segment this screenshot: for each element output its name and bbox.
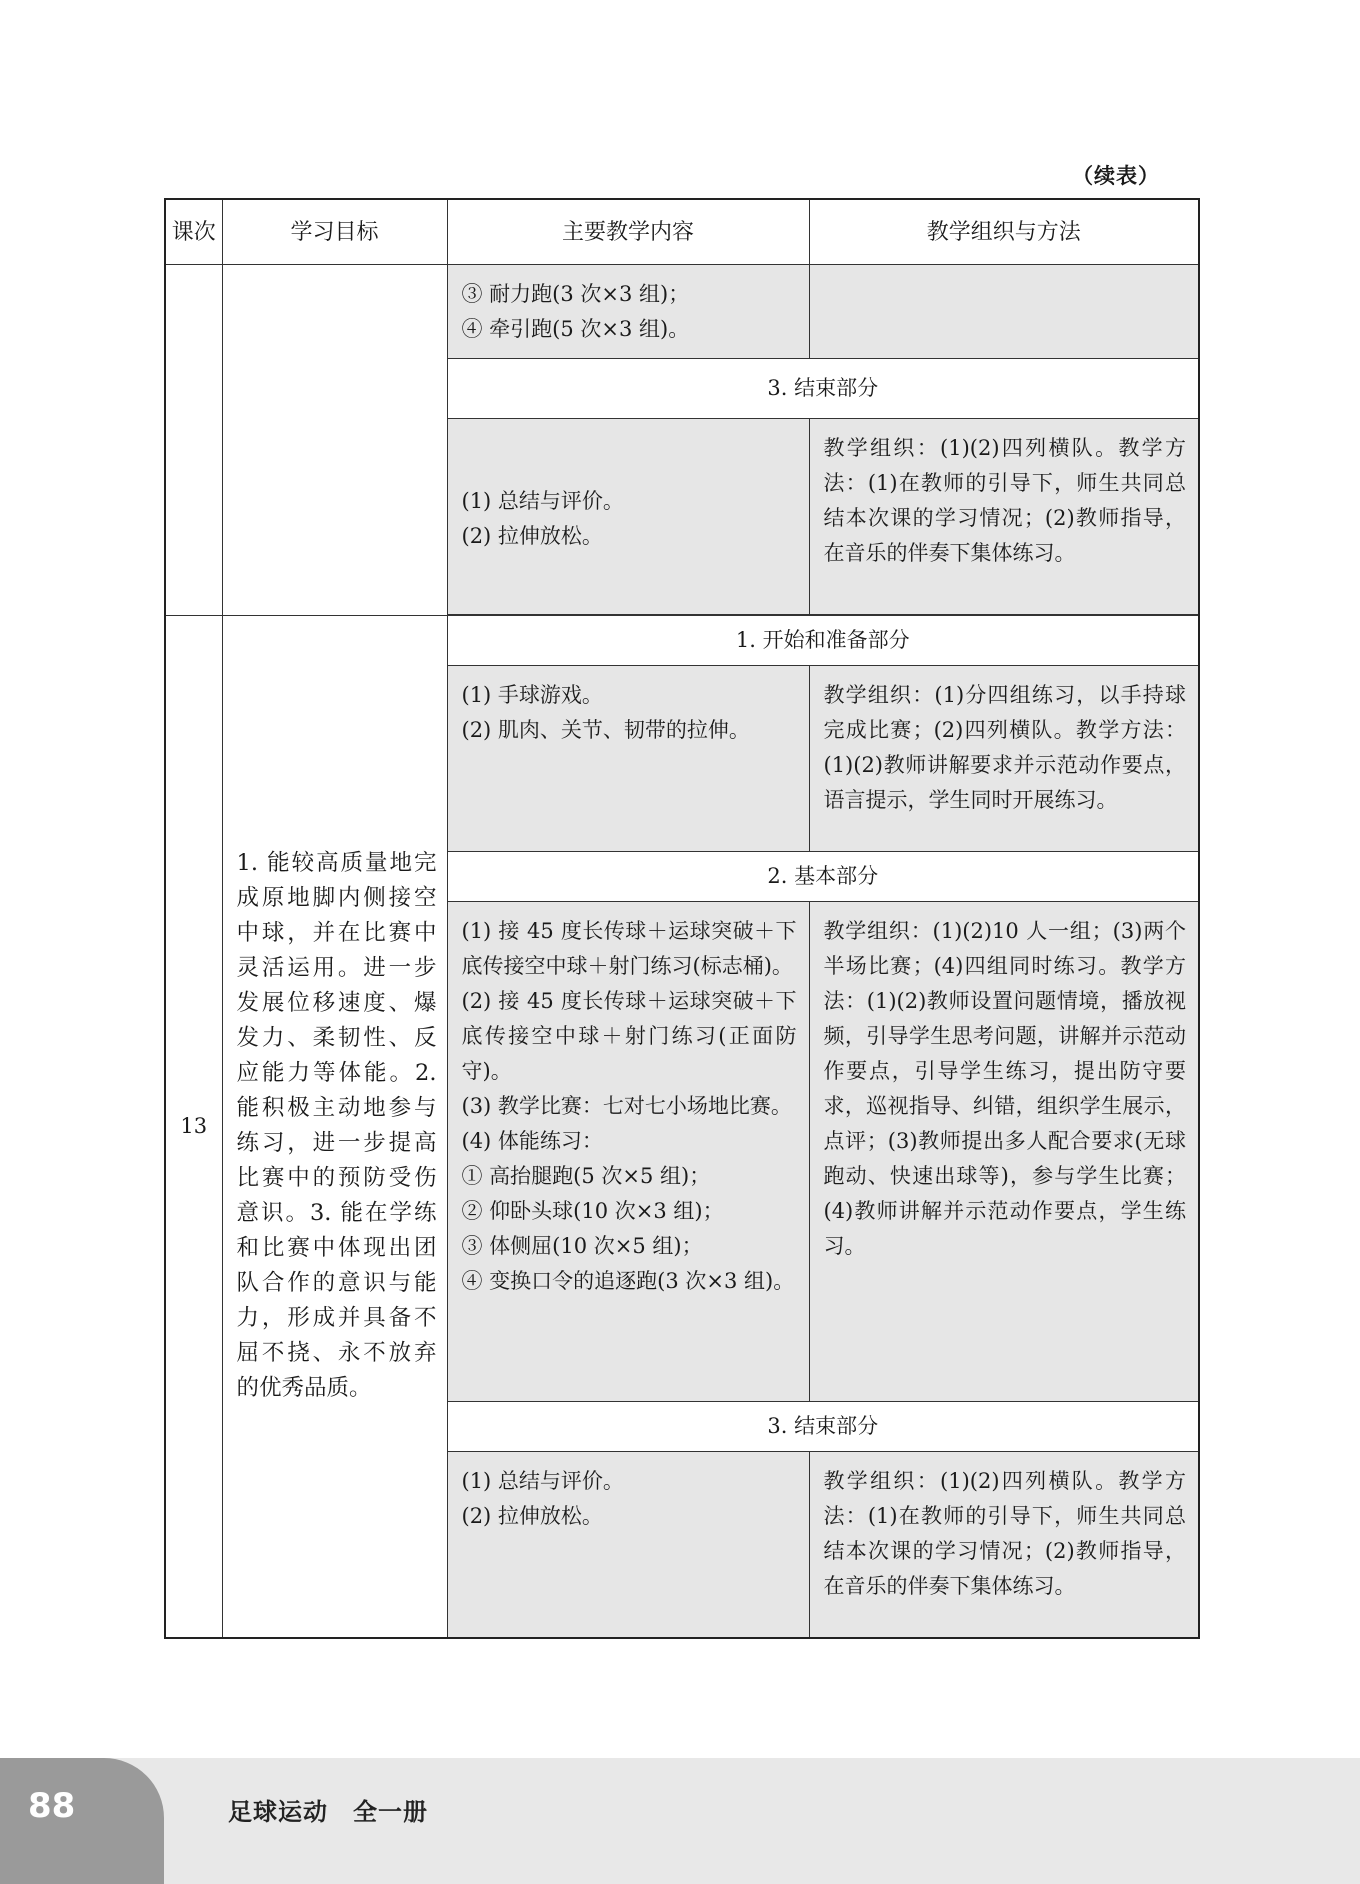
goals-prev xyxy=(222,265,447,616)
content-line: (3) 教学比赛：七对七小场地比赛。 xyxy=(461,1094,792,1118)
content-line: (1) 接 45 度长传球＋运球突破＋下底传接空中球＋射门练习(标志桶)。 xyxy=(461,919,797,978)
lesson-plan-table xyxy=(164,198,1200,1639)
content-line: (2) 肌肉、关节、韧带的拉伸。 xyxy=(461,718,750,742)
content-line: ③ 体侧屈(10 次×5 组)； xyxy=(461,1234,703,1258)
method-end-13: 教学组织：(1)(2)四列横队。教学方法：(1)在教师的引导下，师生共同总结本次课的学习情况；(2)教师指导，在音乐的伴奏下集体练习。 xyxy=(809,1452,1199,1638)
content-line: ④ 变换口令的追逐跑(3 次×3 组)。 xyxy=(461,1269,795,1293)
table-row xyxy=(165,616,1199,666)
content-end-prev xyxy=(447,419,809,615)
content-line: (1) 总结与评价。 xyxy=(461,1469,624,1493)
content-line: (1) 手球游戏。 xyxy=(461,683,603,707)
header-organization-method: 教学组织与方法 xyxy=(809,199,1199,265)
table-header-row xyxy=(165,199,1199,265)
content-warmup xyxy=(447,666,809,852)
content-end-13 xyxy=(447,1452,809,1638)
content-line: ④ 牵引跑(5 次×3 组)。 xyxy=(461,317,690,341)
content-line: ③ 耐力跑(3 次×3 组)； xyxy=(461,282,690,306)
method-basic: 教学组织：(1)(2)10 人一组；(3)两个半场比赛；(4)四组同时练习。教学方法：(1)(2)教师设置问题情境，播放视频，引导学生思考问题，讲解并示范动作要点，引导学生练习，提出防守要求，巡视指导、纠错，组织学生展示，点评；(3)教师提出多人配合要求(无球跑动、快速出球等)，参与学生比赛；(4)教师讲解并示范动作要点，学生练习。 xyxy=(809,902,1199,1402)
content-line: (2) 拉伸放松。 xyxy=(461,1504,603,1528)
header-lesson-no: 课次 xyxy=(165,199,222,265)
content-basic xyxy=(447,902,809,1402)
content-line: (2) 拉伸放松。 xyxy=(461,523,603,548)
content-line: ② 仰卧头球(10 次×3 组)； xyxy=(461,1199,724,1223)
section-title-end-13: 3. 结束部分 xyxy=(447,1402,1199,1452)
section-title-warmup: 1. 开始和准备部分 xyxy=(447,616,1199,666)
footer-bar xyxy=(0,1758,1360,1884)
header-main-content: 主要教学内容 xyxy=(447,199,809,265)
content-tail-prev xyxy=(447,265,809,359)
lesson-number-13: 13 xyxy=(165,616,222,1638)
lesson-number-prev xyxy=(165,265,222,616)
content-line: (4) 体能练习： xyxy=(461,1129,603,1153)
header-learning-goals: 学习目标 xyxy=(222,199,447,265)
content-line: (1) 总结与评价。 xyxy=(461,488,624,513)
method-end-prev: 教学组织：(1)(2)四列横队。教学方法：(1)在教师的引导下，师生共同总结本次课的学习情况；(2)教师指导，在音乐的伴奏下集体练习。 xyxy=(809,419,1199,615)
learning-goals-13: 1. 能较高质量地完成原地脚内侧接空中球，并在比赛中灵活运用。进一步发展位移速度、爆发力、柔韧性、反应能力等体能。2. 能积极主动地参与练习，进一步提高比赛中的预防受伤意识。3. 能在学练和比赛中体现出团队合作的意识与能力，形成并具备不屈不挠、永不放弃的优秀品质。 xyxy=(222,616,447,1638)
method-empty-prev xyxy=(809,265,1199,359)
page-number: 88 xyxy=(28,1786,76,1826)
book-title: 足球运动 全一册 xyxy=(228,1798,428,1826)
continued-label: （续表） xyxy=(1072,164,1160,188)
section-title-end-prev: 3. 结束部分 xyxy=(447,359,1199,419)
table-row xyxy=(165,265,1199,359)
method-warmup: 教学组织：(1)分四组练习，以手持球完成比赛；(2)四列横队。教学方法：(1)(2)教师讲解要求并示范动作要点，语言提示，学生同时开展练习。 xyxy=(809,666,1199,852)
content-line: ① 高抬腿跑(5 次×5 组)； xyxy=(461,1164,711,1188)
content-line: (2) 接 45 度长传球＋运球突破＋下底传接空中球＋射门练习(正面防守)。 xyxy=(461,989,797,1083)
section-title-basic: 2. 基本部分 xyxy=(447,852,1199,902)
